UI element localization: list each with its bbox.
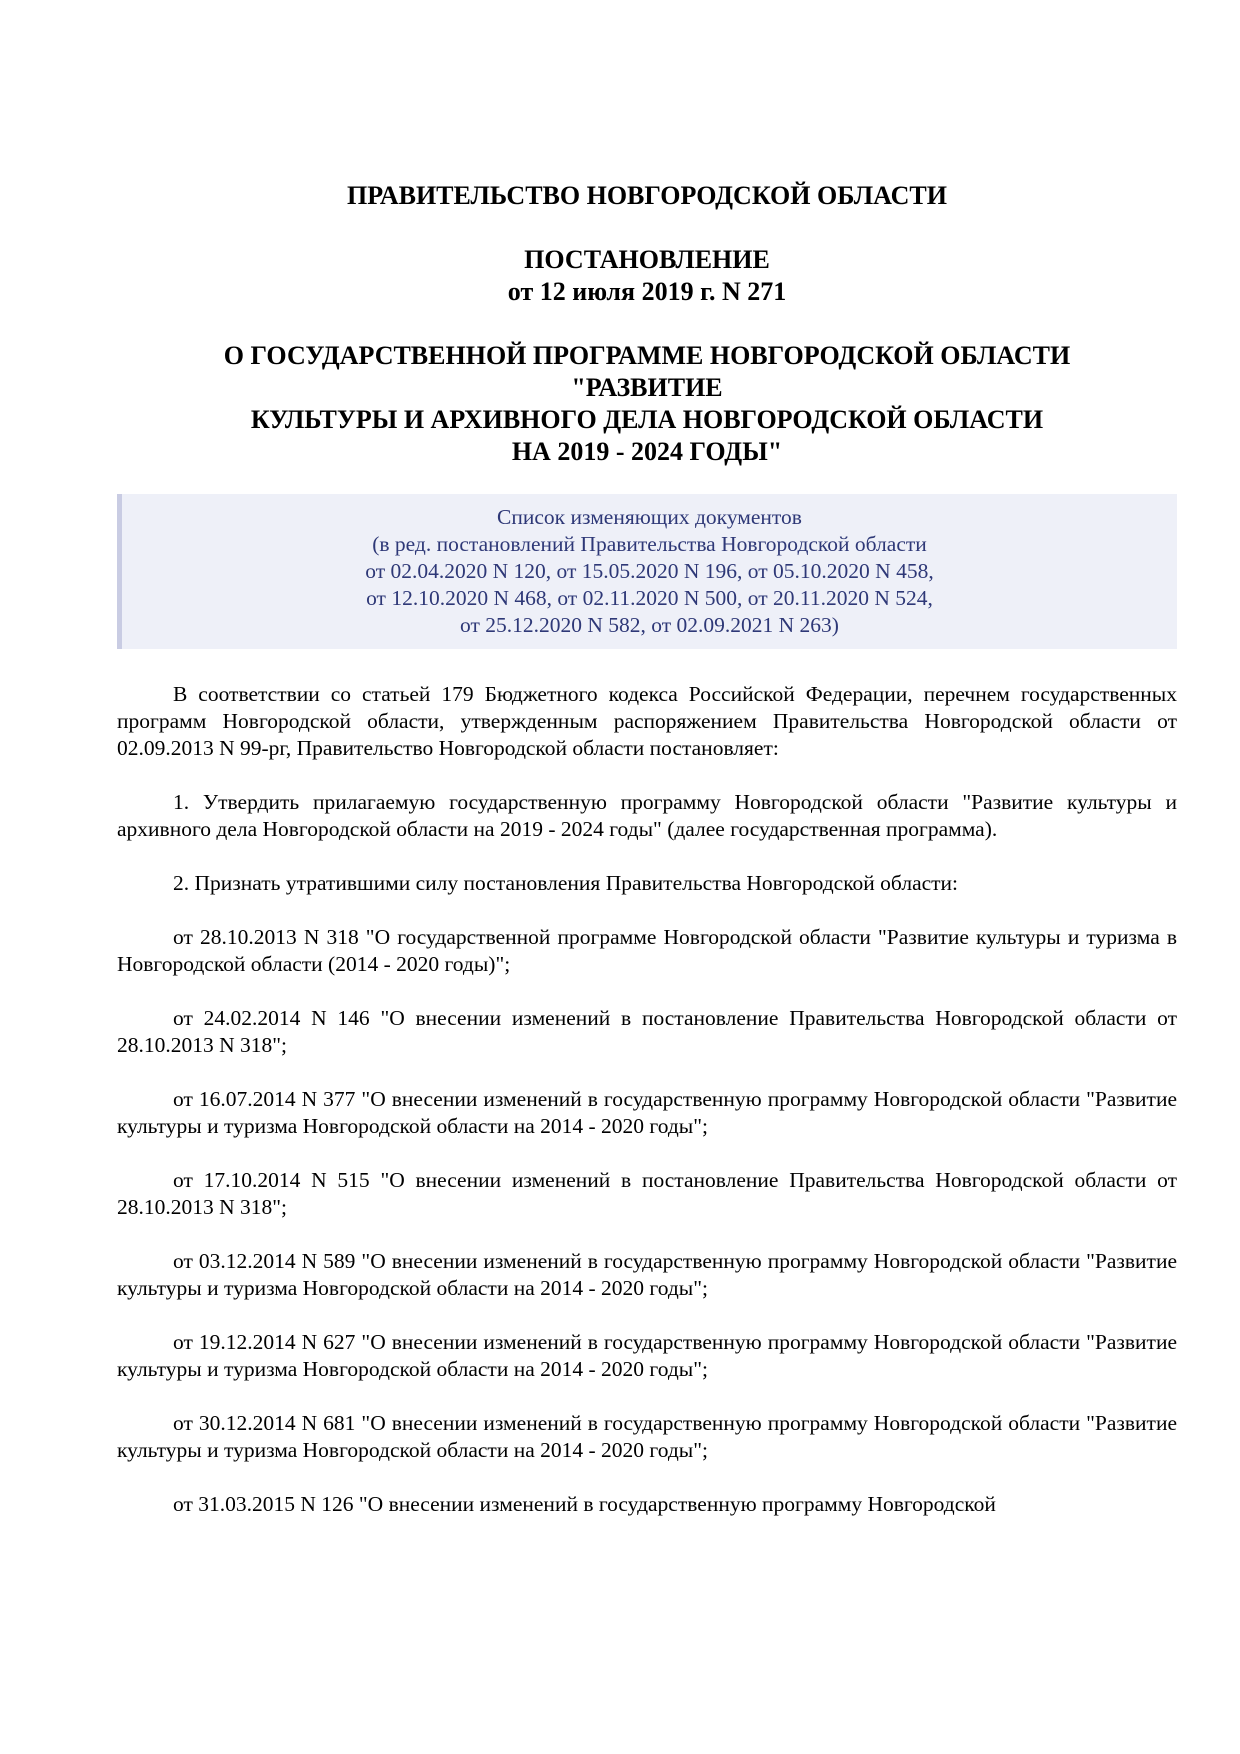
- document-date: от 12 июля 2019 г. N 271: [507, 277, 787, 306]
- body-paragraph: 1. Утвердить прилагаемую государственную программу Новгородской области "Развитие культуры и архивного дела Новгородской области на 2019 - 2024 годы" (далее государственная программа).: [117, 790, 1177, 841]
- body-paragraph: от 31.03.2015 N 126 "О внесении изменений в государственную программу Новгородской: [173, 1492, 996, 1516]
- document-title-line: О ГОСУДАРСТВЕННОЙ ПРОГРАММЕ НОВГОРОДСКОЙ ОБЛАСТИ: [223, 341, 1071, 370]
- document-body: [117, 681, 1177, 1518]
- body-paragraph: В соответствии со статьей 179 Бюджетного кодекса Российской Федерации, перечнем государственных программ Новгородской области, утвержденным распоряжением Правительства Новгородской области от 02.09.2013 N 99-рг, Правительство Новгородской области постановляет:: [117, 682, 1177, 760]
- document-type: ПОСТАНОВЛЕНИЕ: [524, 245, 770, 274]
- document-title-line: КУЛЬТУРЫ И АРХИВНОГО ДЕЛА НОВГОРОДСКОЙ ОБЛАСТИ: [250, 405, 1044, 434]
- amending-documents-line: (в ред. постановлений Правительства Новгородской области: [372, 532, 927, 556]
- amending-documents-box: [117, 494, 1177, 649]
- body-paragraph: от 28.10.2013 N 318 "О государственной программе Новгородской области "Развитие культуры и туризма в Новгородской области (2014 - 2020 годы)";: [117, 925, 1177, 976]
- body-paragraph: от 17.10.2014 N 515 "О внесении изменений в постановление Правительства Новгородской области от 28.10.2013 N 318";: [117, 1168, 1177, 1219]
- amending-documents-heading: Список изменяющих документов: [497, 505, 802, 529]
- body-paragraph: от 16.07.2014 N 377 "О внесении изменений в государственную программу Новгородской области "Развитие культуры и туризма Новгородской области на 2014 - 2020 годы";: [117, 1087, 1177, 1138]
- document-title: [117, 340, 1177, 468]
- document-title-line: "РАЗВИТИЕ: [571, 373, 723, 402]
- amending-documents-line: от 12.10.2020 N 468, от 02.11.2020 N 500, от 20.11.2020 N 524,: [366, 586, 933, 610]
- document-page: [117, 0, 1177, 1518]
- body-paragraph: от 03.12.2014 N 589 "О внесении изменений в государственную программу Новгородской области "Развитие культуры и туризма Новгородской области на 2014 - 2020 годы";: [117, 1249, 1177, 1300]
- body-paragraph: от 19.12.2014 N 627 "О внесении изменений в государственную программу Новгородской области "Развитие культуры и туризма Новгородской области на 2014 - 2020 годы";: [117, 1330, 1177, 1381]
- body-paragraph: от 24.02.2014 N 146 "О внесении изменений в постановление Правительства Новгородской области от 28.10.2013 N 318";: [117, 1006, 1177, 1057]
- document-title-line: НА 2019 - 2024 ГОДЫ": [511, 437, 783, 466]
- body-paragraph: от 30.12.2014 N 681 "О внесении изменений в государственную программу Новгородской области "Развитие культуры и туризма Новгородской области на 2014 - 2020 годы";: [117, 1411, 1177, 1462]
- body-paragraph: 2. Признать утратившими силу постановления Правительства Новгородской области:: [173, 871, 959, 895]
- amending-documents-line: от 02.04.2020 N 120, от 15.05.2020 N 196, от 05.10.2020 N 458,: [365, 559, 934, 583]
- organization-title: ПРАВИТЕЛЬСТВО НОВГОРОДСКОЙ ОБЛАСТИ: [347, 181, 947, 210]
- amending-documents-line: от 25.12.2020 N 582, от 02.09.2021 N 263): [460, 613, 839, 637]
